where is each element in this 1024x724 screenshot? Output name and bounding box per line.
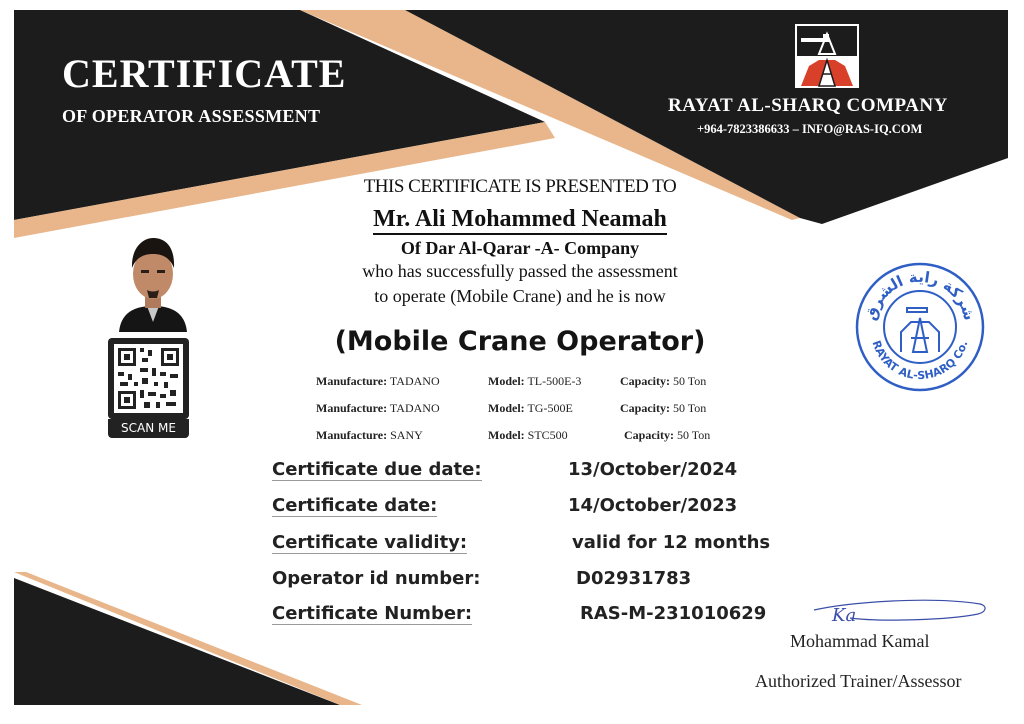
- signatory-name: Mohammad Kamal: [790, 631, 930, 651]
- capacity-value: 50 Ton: [673, 401, 707, 415]
- model-value: TG-500E: [527, 401, 573, 415]
- equipment-row-3-manufacture: [316, 428, 423, 443]
- certificate-subtitle: OF OPERATOR ASSESSMENT: [62, 106, 321, 126]
- signature-text: Ka: [832, 605, 857, 626]
- detail-label-1: [272, 459, 482, 480]
- recipient-organization: Of Dar Al-Qarar -A- Company: [400, 238, 640, 258]
- stamp-text-top: شركة راية الشرق: [861, 267, 979, 323]
- recipient-name: [320, 206, 720, 233]
- detail-value-1: 13/October/2024: [568, 459, 738, 480]
- equipment-row-3-capacity: [624, 428, 710, 443]
- manufacture-label: Manufacture:: [316, 428, 388, 442]
- equipment-row-1-capacity: [620, 374, 706, 389]
- capacity-label: Capacity:: [624, 428, 674, 442]
- equipment-row-2-model: [488, 401, 573, 416]
- statement-line-2: to operate (Mobile Crane) and he is now: [374, 286, 666, 306]
- detail-label-text: Certificate due date:: [272, 459, 482, 480]
- detail-label-5: [272, 603, 472, 624]
- stamp-text-bottom: RAYAT AL-SHARQ Co.: [869, 338, 971, 383]
- certificate-title: CERTIFICATE: [62, 51, 347, 96]
- operator-role: (Mobile Crane Operator): [334, 326, 706, 357]
- company-contact: +964-7823386633 – INFO@RAS-IQ.COM: [697, 122, 923, 136]
- manufacture-label: Manufacture:: [316, 401, 388, 415]
- detail-label-text: Certificate date:: [272, 495, 438, 516]
- statement-line-1: who has successfully passed the assessment: [362, 261, 678, 281]
- presented-to-label: THIS CERTIFICATE IS PRESENTED TO: [363, 176, 677, 197]
- equipment-row-3-model: [488, 428, 568, 443]
- detail-value-5: RAS-M-231010629: [580, 603, 767, 624]
- model-label: Model:: [488, 401, 525, 415]
- manufacture-label: Manufacture:: [316, 374, 388, 388]
- capacity-value: 50 Ton: [677, 428, 711, 442]
- model-label: Model:: [488, 428, 525, 442]
- capacity-label: Capacity:: [620, 374, 670, 388]
- equipment-row-1-model: [488, 374, 581, 389]
- company-logo-icon: [795, 24, 859, 88]
- capacity-label: Capacity:: [620, 401, 670, 415]
- equipment-row-1-manufacture: [316, 374, 440, 389]
- company-stamp-icon: [853, 260, 987, 394]
- detail-value-3: valid for 12 months: [572, 532, 771, 553]
- qr-code[interactable]: [108, 338, 189, 438]
- company-name: RAYAT AL-SHARQ COMPANY: [668, 95, 948, 116]
- detail-label-3: [272, 532, 467, 553]
- recipient-name-text: Mr. Ali Mohammed Neamah: [373, 206, 667, 235]
- signatory-role: Authorized Trainer/Assessor: [755, 671, 962, 691]
- scan-me-label: SCAN ME: [108, 419, 189, 438]
- model-value: STC500: [527, 428, 568, 442]
- signature-graphic: [810, 588, 990, 628]
- recipient-photo: [117, 232, 189, 332]
- bottom-left-dark-band: [14, 578, 340, 705]
- detail-label-4: [272, 568, 480, 589]
- detail-value-2: 14/October/2023: [568, 495, 738, 516]
- model-label: Model:: [488, 374, 525, 388]
- qr-code-icon: [108, 338, 189, 419]
- manufacture-value: TADANO: [389, 401, 440, 415]
- equipment-row-2-capacity: [620, 401, 706, 416]
- detail-label-text: Operator id number:: [272, 568, 481, 589]
- detail-value-4: D02931783: [576, 568, 692, 589]
- model-value: TL-500E-3: [527, 374, 582, 388]
- manufacture-value: TADANO: [389, 374, 440, 388]
- manufacture-value: SANY: [390, 428, 423, 442]
- equipment-row-2-manufacture: [316, 401, 440, 416]
- detail-label-text: Certificate Number:: [272, 603, 473, 624]
- detail-label-text: Certificate validity:: [272, 532, 468, 553]
- detail-label-2: [272, 495, 437, 516]
- capacity-value: 50 Ton: [673, 374, 707, 388]
